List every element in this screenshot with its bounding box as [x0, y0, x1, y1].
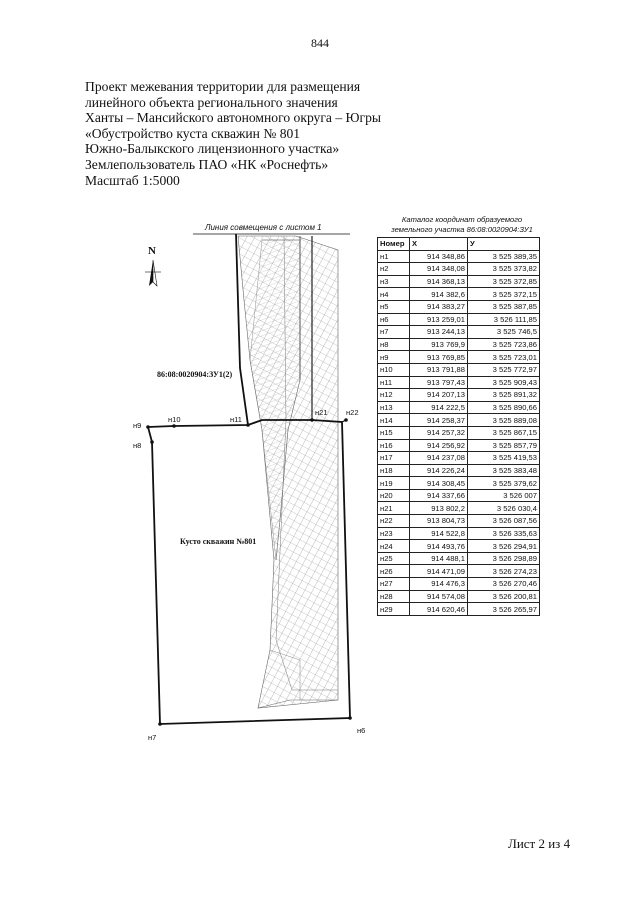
y-coordinate-cell: 3 526 200,81 [468, 590, 540, 603]
point-number-cell: н4 [378, 288, 410, 301]
column-header-x: X [410, 238, 468, 251]
table-row [378, 527, 540, 540]
table-row [378, 502, 540, 515]
y-coordinate-cell: 3 526 265,97 [468, 603, 540, 616]
y-coordinate-cell: 3 525 889,08 [468, 414, 540, 427]
sheet-number: Лист 2 из 4 [508, 836, 571, 851]
header-line: линейного объекта регионального значения [85, 94, 338, 110]
point-number-cell: н9 [378, 351, 410, 364]
y-coordinate-cell: 3 525 723,01 [468, 351, 540, 364]
table-row [378, 389, 540, 402]
coordinate-catalog-table [377, 237, 540, 616]
catalog-body [378, 250, 540, 615]
y-coordinate-cell: 3 525 891,32 [468, 389, 540, 402]
table-row [378, 464, 540, 477]
table-row [378, 288, 540, 301]
x-coordinate-cell: 913 769,85 [410, 351, 468, 364]
table-row [378, 540, 540, 553]
table-row [378, 250, 540, 263]
point-number-cell: н19 [378, 477, 410, 490]
y-coordinate-cell: 3 525 419,53 [468, 452, 540, 465]
table-row [378, 363, 540, 376]
y-coordinate-cell: 3 525 890,66 [468, 401, 540, 414]
point-number-cell: н23 [378, 527, 410, 540]
column-header-y: У [468, 238, 540, 251]
y-coordinate-cell: 3 525 372,15 [468, 288, 540, 301]
x-coordinate-cell: 914 207,13 [410, 389, 468, 402]
x-coordinate-cell: 914 308,45 [410, 477, 468, 490]
x-coordinate-cell: 914 348,86 [410, 250, 468, 263]
header-line: «Обустройство куста скважин № 801 [85, 125, 301, 141]
table-row [378, 263, 540, 276]
page-number: 844 [311, 36, 329, 50]
table-row [378, 603, 540, 616]
catalog-title-line: земельного участка 86:08:0020904:ЗУ1 [391, 225, 533, 234]
y-coordinate-cell: 3 526 111,85 [468, 313, 540, 326]
table-row [378, 515, 540, 528]
x-coordinate-cell: 914 226,24 [410, 464, 468, 477]
y-coordinate-cell: 3 526 270,46 [468, 578, 540, 591]
y-coordinate-cell: 3 525 723,86 [468, 338, 540, 351]
linear-object-corridor [238, 236, 338, 708]
point-number-cell: н29 [378, 603, 410, 616]
point-number-cell: н26 [378, 565, 410, 578]
catalog-title [372, 215, 552, 235]
y-coordinate-cell: 3 525 746,5 [468, 326, 540, 339]
table-row [378, 590, 540, 603]
table-row [378, 426, 540, 439]
y-coordinate-cell: 3 525 372,85 [468, 275, 540, 288]
point-number-cell: н21 [378, 502, 410, 515]
table-row [378, 326, 540, 339]
junction-line-label: Линия совмещения с листом 1 [205, 223, 322, 232]
north-arrow-icon [145, 245, 161, 286]
y-coordinate-cell: 3 525 909,43 [468, 376, 540, 389]
point-number-cell: н16 [378, 439, 410, 452]
point-label-n22: н22 [346, 408, 359, 417]
y-coordinate-cell: 3 525 379,62 [468, 477, 540, 490]
x-coordinate-cell: 914 382,6 [410, 288, 468, 301]
y-coordinate-cell: 3 525 373,82 [468, 263, 540, 276]
table-row [378, 439, 540, 452]
table-row [378, 578, 540, 591]
point-marker [344, 418, 348, 422]
x-coordinate-cell: 913 259,01 [410, 313, 468, 326]
x-coordinate-cell: 914 237,08 [410, 452, 468, 465]
x-coordinate-cell: 914 258,37 [410, 414, 468, 427]
point-number-cell: н10 [378, 363, 410, 376]
point-number-cell: н25 [378, 552, 410, 565]
point-number-cell: н14 [378, 414, 410, 427]
point-number-cell: н8 [378, 338, 410, 351]
x-coordinate-cell: 913 769,9 [410, 338, 468, 351]
table-row [378, 351, 540, 364]
point-number-cell: н7 [378, 326, 410, 339]
x-coordinate-cell: 913 791,88 [410, 363, 468, 376]
point-number-cell: н20 [378, 489, 410, 502]
point-label-n10: н10 [168, 415, 181, 424]
x-coordinate-cell: 913 802,2 [410, 502, 468, 515]
point-label-n6: н6 [357, 726, 366, 735]
point-marker [158, 722, 162, 726]
header-line: Масштаб 1:5000 [85, 172, 180, 188]
table-row [378, 414, 540, 427]
point-number-cell: н15 [378, 426, 410, 439]
y-coordinate-cell: 3 526 298,89 [468, 552, 540, 565]
point-number-cell: н12 [378, 389, 410, 402]
y-coordinate-cell: 3 526 274,23 [468, 565, 540, 578]
y-coordinate-cell: 3 526 087,56 [468, 515, 540, 528]
point-marker [246, 423, 250, 427]
y-coordinate-cell: 3 525 772,97 [468, 363, 540, 376]
x-coordinate-cell: 914 257,32 [410, 426, 468, 439]
y-coordinate-cell: 3 525 389,35 [468, 250, 540, 263]
table-row [378, 401, 540, 414]
table-row [378, 552, 540, 565]
table-row [378, 300, 540, 313]
header-line: Ханты – Мансийского автономного округа – Югры [85, 110, 382, 126]
point-number-cell: н3 [378, 275, 410, 288]
point-number-cell: н17 [378, 452, 410, 465]
point-marker [310, 418, 314, 422]
point-label-n11: н11 [230, 415, 242, 424]
well-pad-label: Кусто скважин №801 [180, 537, 257, 546]
x-coordinate-cell: 914 222,5 [410, 401, 468, 414]
table-row [378, 565, 540, 578]
y-coordinate-cell: 3 526 335,63 [468, 527, 540, 540]
point-marker [348, 716, 352, 720]
point-marker [172, 424, 176, 428]
point-marker [150, 440, 154, 444]
point-number-cell: н2 [378, 263, 410, 276]
x-coordinate-cell: 914 476,3 [410, 578, 468, 591]
y-coordinate-cell: 3 525 857,79 [468, 439, 540, 452]
header-line: Проект межевания территории для размещения [85, 79, 361, 94]
point-number-cell: н1 [378, 250, 410, 263]
x-coordinate-cell: 914 348,08 [410, 263, 468, 276]
point-marker [146, 425, 150, 429]
y-coordinate-cell: 3 526 030,4 [468, 502, 540, 515]
north-label: N [148, 245, 156, 257]
table-row [378, 313, 540, 326]
y-coordinate-cell: 3 525 387,85 [468, 300, 540, 313]
x-coordinate-cell: 914 383,27 [410, 300, 468, 313]
x-coordinate-cell: 913 804,73 [410, 515, 468, 528]
x-coordinate-cell: 914 522,8 [410, 527, 468, 540]
point-number-cell: н6 [378, 313, 410, 326]
point-number-cell: н18 [378, 464, 410, 477]
point-number-cell: н11 [378, 376, 410, 389]
table-row [378, 489, 540, 502]
x-coordinate-cell: 913 797,43 [410, 376, 468, 389]
column-header-number: Номер [378, 238, 410, 251]
table-row [378, 452, 540, 465]
x-coordinate-cell: 914 488,1 [410, 552, 468, 565]
x-coordinate-cell: 914 368,13 [410, 275, 468, 288]
catalog-title-line: Каталог координат образуемого [401, 215, 523, 224]
point-number-cell: н13 [378, 401, 410, 414]
y-coordinate-cell: 3 525 867,15 [468, 426, 540, 439]
x-coordinate-cell: 914 574,08 [410, 590, 468, 603]
point-label-n21: н21 [315, 408, 328, 417]
table-row [378, 338, 540, 351]
x-coordinate-cell: 913 244,13 [410, 326, 468, 339]
table-row [378, 376, 540, 389]
x-coordinate-cell: 914 620,46 [410, 603, 468, 616]
point-number-cell: н5 [378, 300, 410, 313]
point-label-n7: н7 [148, 733, 157, 742]
point-number-cell: н28 [378, 590, 410, 603]
x-coordinate-cell: 914 337,66 [410, 489, 468, 502]
y-coordinate-cell: 3 526 294,91 [468, 540, 540, 553]
table-row [378, 477, 540, 490]
table-header-row [378, 238, 540, 251]
point-number-cell: н24 [378, 540, 410, 553]
header-line: Южно-Балыкского лицензионного участка» [85, 141, 340, 157]
x-coordinate-cell: 914 471,09 [410, 565, 468, 578]
point-number-cell: н22 [378, 515, 410, 528]
point-label-n9: н9 [133, 421, 142, 430]
x-coordinate-cell: 914 493,76 [410, 540, 468, 553]
y-coordinate-cell: 3 525 383,48 [468, 464, 540, 477]
point-number-cell: н27 [378, 578, 410, 591]
x-coordinate-cell: 914 256,92 [410, 439, 468, 452]
y-coordinate-cell: 3 526 007 [468, 489, 540, 502]
point-label-n8: н8 [133, 441, 142, 450]
table-row [378, 275, 540, 288]
parcel-label: 86:08:0020904:ЗУ1(2) [157, 370, 233, 379]
header-line: Землепользователь ПАО «НК «Роснефть» [85, 156, 329, 172]
